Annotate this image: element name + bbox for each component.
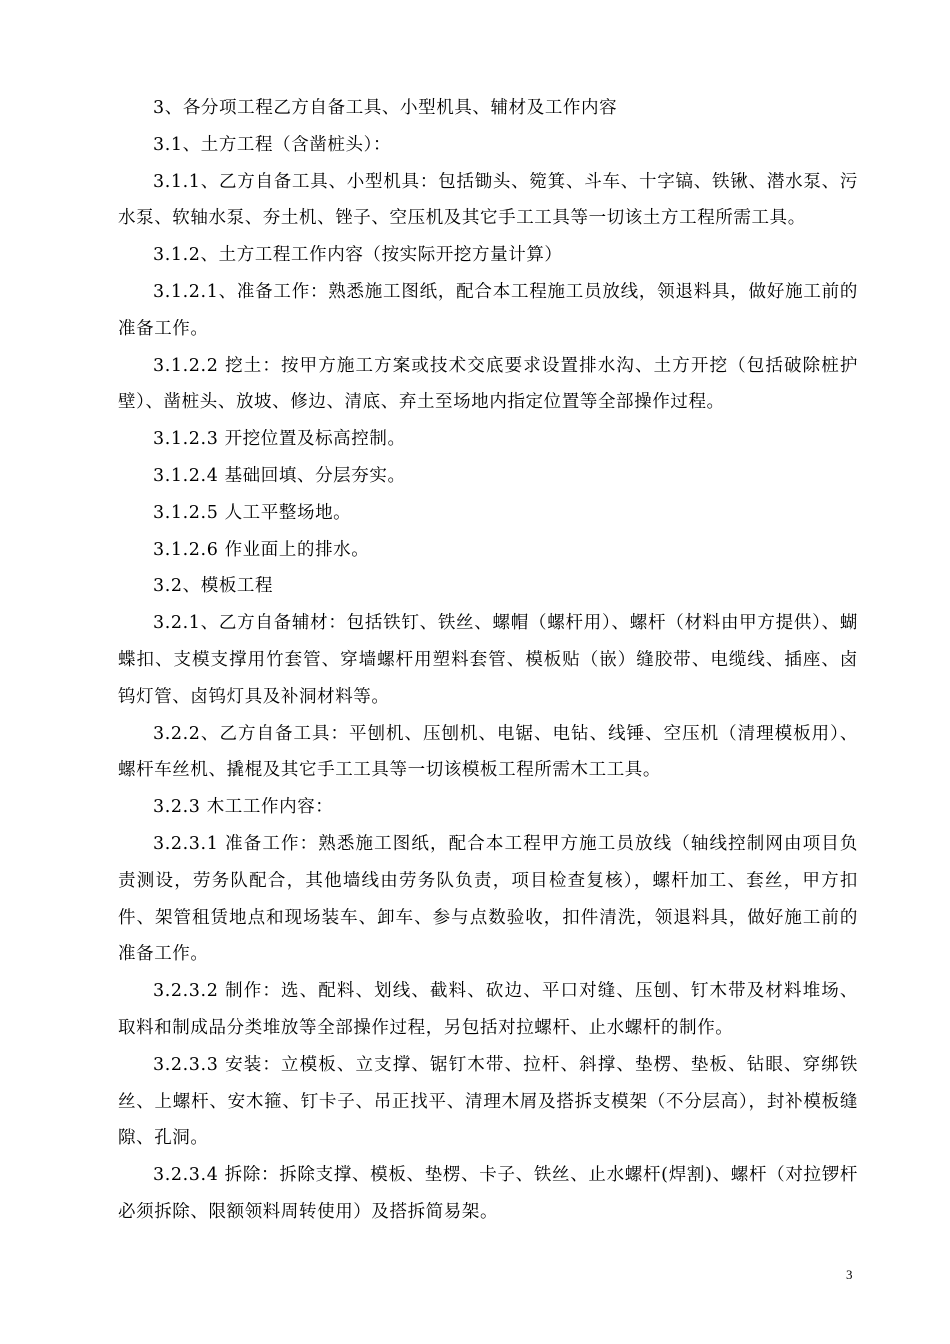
paragraph-3-2-3-1: 3.2.3.1 准备工作：熟悉施工图纸，配合本工程甲方施工员放线（轴线控制网由项目负责测设，劳务队配合，其他墙线由劳务队负责，项目检查复核），螺杆加工、套丝，甲方扣件、架管租赁地点和现场装车、卸车、参与点数验收，扣件清洗，领退料具，做好施工前的准备工作。: [118, 833, 858, 965]
section-heading-3-2: 3.2、模板工程: [153, 576, 274, 597]
paragraph-3-1-1: 3.1.1、乙方自备工具、小型机具：包括锄头、箢箕、斗车、十字镐、铁锹、潜水泵、污水泵、软轴水泵、夯土机、锉子、空压机及其它手工工具等一切该土方工程所需工具。: [118, 171, 858, 229]
paragraph-3-1-2-1: 3.1.2.1、准备工作：熟悉施工图纸，配合本工程施工员放线，领退料具，做好施工前的准备工作。: [118, 281, 858, 339]
paragraph-3-2-3-4: 3.2.3.4 拆除：拆除支撑、模板、垫楞、卡子、铁丝、止水螺杆(焊割)、螺杆（对拉锣杆必须拆除、限额领料周转使用）及搭拆简易架。: [118, 1165, 858, 1222]
paragraph-3-1-2: 3.1.2、土方工程工作内容（按实际开挖方量计算）: [153, 245, 563, 266]
section-heading-3-1: 3.1、土方工程（含凿桩头）：: [153, 134, 392, 155]
paragraph-3-1-2-2: 3.1.2.2 挖土：按甲方施工方案或技术交底要求设置排水沟、土方开挖（包括破除桩护壁）、凿桩头、放坡、修边、清底、弃土至场地内指定位置等全部操作过程。: [118, 355, 858, 413]
paragraph-3-2-1: 3.2.1、乙方自备辅材：包括铁钉、铁丝、螺帽（螺杆用）、螺杆（材料由甲方提供）、蝴蝶扣、支模支撑用竹套管、穿墙螺杆用塑料套管、模板贴（嵌）缝胶带、电缆线、插座、卤钨灯管、卤钨灯具及补洞材料等。: [118, 613, 858, 707]
paragraph-3-1-2-5: 3.1.2.5 人工平整场地。: [153, 502, 352, 523]
page-number: 3: [846, 1267, 853, 1282]
paragraph-3-2-3-3: 3.2.3.3 安装：立模板、立支撑、锯钉木带、拉杆、斜撑、垫楞、垫板、钻眼、穿绑铁丝、上螺杆、安木箍、钉卡子、吊正找平、清理木屑及搭拆支模架（不分层高），封补模板缝隙、孔洞。: [118, 1054, 858, 1149]
document-body: [118, 90, 858, 1231]
paragraph-3-1-2-6: 3.1.2.6 作业面上的排水。: [153, 539, 370, 560]
paragraph-3-2-3: 3.2.3 木工工作内容：: [153, 797, 334, 818]
paragraph-3-2-3-2: 3.2.3.2 制作：选、配料、划线、截料、砍边、平口对缝、压刨、钉木带及材料堆场、取料和制成品分类堆放等全部操作过程，另包括对拉螺杆、止水螺杆的制作。: [118, 981, 858, 1038]
paragraph-3-1-2-4: 3.1.2.4 基础回填、分层夯实。: [153, 465, 406, 486]
paragraph-3-1-2-3: 3.1.2.3 开挖位置及标高控制。: [153, 429, 406, 450]
paragraph-3-2-2: 3.2.2、乙方自备工具：平刨机、压刨机、电锯、电钻、线锤、空压机（清理模板用）、螺杆车丝机、撬棍及其它手工工具等一切该模板工程所需木工工具。: [118, 723, 858, 781]
section-heading-3: 3、各分项工程乙方自备工具、小型机具、辅材及工作内容: [153, 98, 618, 118]
